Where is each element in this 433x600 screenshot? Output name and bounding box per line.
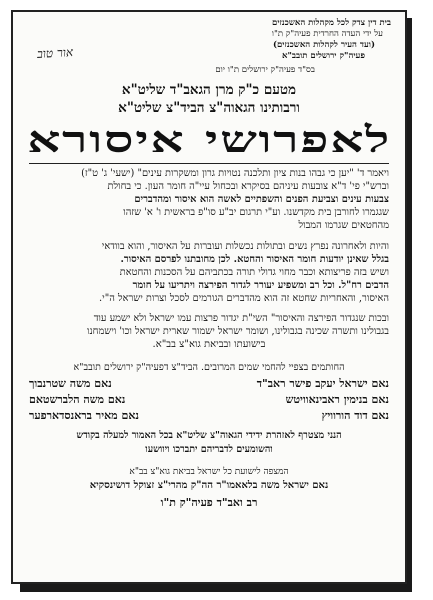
header-line-4: פעיה"ק ירושלים תובב"א bbox=[282, 51, 365, 61]
body-p2-line-4: הדבים רח"ל. וכל רב ומשפיע יעורר לגדור הפירצה ויתריעו על חומר bbox=[132, 280, 389, 291]
title-divider bbox=[29, 163, 389, 164]
signatory-name: נאם דוד הורוויץ bbox=[321, 408, 389, 422]
closing-line-2: והשומעים לדבריהם יתברכו ויוושעו bbox=[145, 444, 273, 455]
body-p3-line-2: בגבולינו ותשרה שכינה בגבולינו, ושומר ישראל ישמור שארית ישראל וכו' וישמחנו bbox=[86, 326, 389, 337]
signatory-name: נאם מאיר בראנסדארפער bbox=[29, 408, 140, 422]
signatory-name: נאם משה הלברשטאם bbox=[29, 392, 126, 406]
body-p1-line-3: צבעות עינים וצביעת הפנים והשפתיים לאשה הוא איסור ומהדברים bbox=[134, 194, 389, 205]
body-p1-line-2: וברש"י פי' ד"א צובעות עיניהם בסיקרא ובכחול עיי"ה חומר העון. כי בחולת bbox=[107, 181, 389, 192]
body-p1-line-4: שגגמרו לחורבן בית מקדשנו. וע"י תרגום יב"ע סו"פ בראשית ו' א' שזהו bbox=[123, 207, 389, 218]
source-line-2: ורבותינו הגאוה"צ הביד"צ שליט"א bbox=[118, 100, 300, 116]
signatories-intro: החותמים בצפיי להחמי שמים המרובים. הביד"צ דפעיה"ק ירושלים תובב"א bbox=[73, 362, 345, 373]
body-p3-line-3: בישועתו ובביאת גוא"צ בב"א. bbox=[152, 339, 266, 350]
final-request: המצפה לישועת כל ישראל בביאת גוא"צ בב"א bbox=[129, 467, 289, 477]
document-body bbox=[13, 12, 405, 582]
source-line-1: מטעם כ"ק מרן הגאב"ד שליט"א bbox=[121, 82, 297, 98]
signatory-name: נאם בנימין ראבינאוויטש bbox=[285, 392, 389, 406]
header-line-2: על ידי העדה החרדית פעיה"ק ת"ו bbox=[271, 29, 383, 39]
page-bottom-shadow bbox=[20, 584, 412, 592]
header-date: בס"ד פעיה"ק ירושלים ת"ו יום bbox=[215, 65, 315, 75]
signatory-row bbox=[29, 375, 389, 391]
body-p2-line-5: האיסור, והאחריות שחטא זה הוא מהדברים הגורמים לסכל וצרות ישראל ה"י. bbox=[99, 293, 389, 304]
body-p3-line-1: ובכות שנגדור הפירצה והאיסור" השי"ת יגדור פרצות עמו ישראל ולא ישמע עוד bbox=[93, 313, 389, 324]
header-line-1: בית דין צדק לכל מקהלות האשכנזים bbox=[272, 18, 391, 28]
body-p1-line-1: ויאמר ד' "יען כי גבהו בנות ציון ותלכנה נטויות גרון ומשקרות עינים" (ישעי' ג' ט"ז) bbox=[81, 168, 389, 179]
main-title: לאפרושי איסורא bbox=[27, 120, 391, 160]
body-p1-line-5: מהחטאים שגרמו המבול bbox=[298, 220, 389, 231]
signatories-list bbox=[29, 375, 389, 423]
body-p2-line-1: והיות ולאחרונה נפרץ נשים ובתולות נכשלות ועוברות על האיסור, והוא בוודאי bbox=[101, 241, 389, 252]
final-title: רב ואב"ד פעיה"ק ת"ו bbox=[160, 496, 258, 509]
body-p2-line-3: ושיש בזה פריצותא וכבר מחוי גדולי תורה בכתביהם על הסכנות והחטאת bbox=[119, 267, 389, 278]
body-p2-line-2: בגלל שאינן יודעות חומר האיסור והחטא. לכן מחובתנו לפרסם האיסור. bbox=[120, 254, 389, 265]
header-line-3: (ועד העיר לקהלות האשכנזים) bbox=[272, 40, 375, 50]
signatory-name: נאם ישראל יעקב פישר ראב"ד bbox=[256, 376, 389, 390]
signatory-name: נאם משה שטרנבוך bbox=[29, 376, 112, 390]
handwritten-signature: אור טוב bbox=[36, 45, 74, 61]
signatory-row bbox=[29, 407, 389, 423]
signatory-row bbox=[29, 391, 389, 407]
final-signature: נאם ישראל משה בלאאמו"ר הה"ק מהרי"צ זצוקל דושינסקיא bbox=[89, 480, 329, 491]
closing-line-1: הנני מצטרף לאזהרת ידידי הגאוה"צ שליט"א בכל האמור למעלה בקודש bbox=[76, 430, 342, 441]
proclamation-page bbox=[11, 10, 407, 584]
